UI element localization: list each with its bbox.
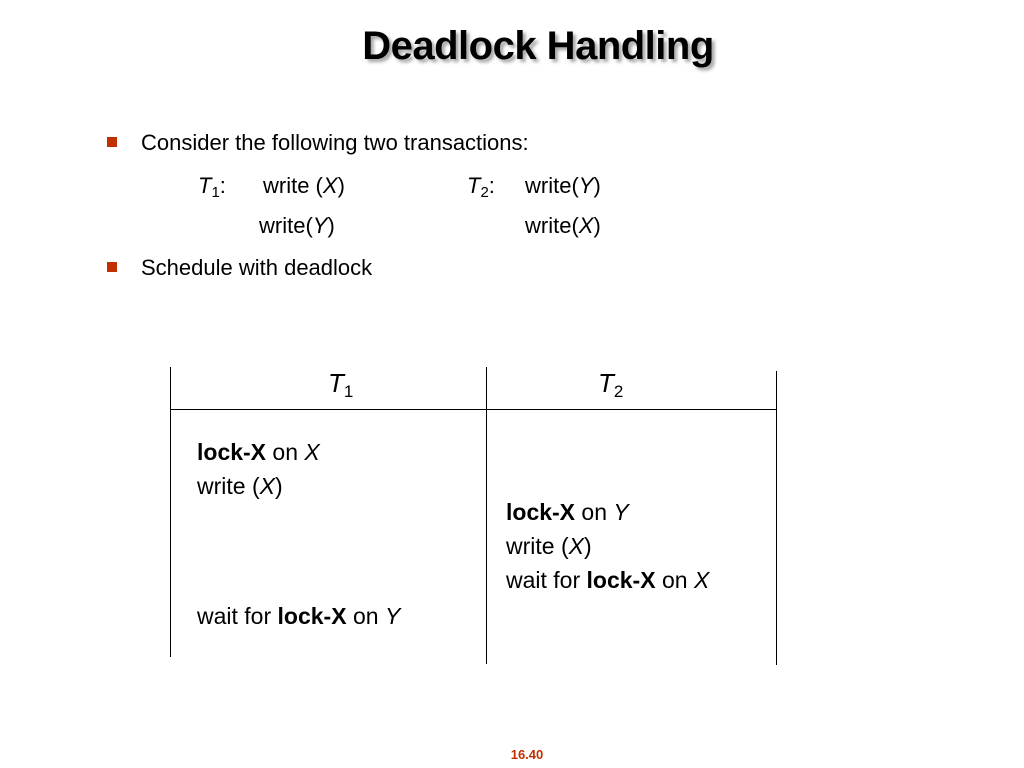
t2-lock-step xyxy=(506,501,629,524)
t1-op1-suffix: ) xyxy=(337,173,345,198)
table-left-border xyxy=(170,367,171,657)
t1-op1 xyxy=(263,175,345,197)
lock-var: Y xyxy=(613,499,629,525)
lock-on: on xyxy=(346,603,385,629)
lock-keyword: lock-X xyxy=(506,499,576,525)
t1-op2-suffix: ) xyxy=(327,213,335,238)
bullet-marker xyxy=(107,137,117,147)
t2-op2-prefix: write( xyxy=(525,213,579,238)
write-prefix: write ( xyxy=(506,533,569,559)
t1-op2-prefix: write( xyxy=(259,213,313,238)
table-header-divider xyxy=(170,409,777,410)
header-t2-subscript: 2 xyxy=(613,382,624,401)
lock-keyword: lock-X xyxy=(586,567,656,593)
write-var: X xyxy=(568,533,584,559)
write-prefix: write ( xyxy=(197,473,260,499)
write-suffix: ) xyxy=(583,533,592,559)
t2-write-step xyxy=(506,535,592,558)
t1-op2 xyxy=(259,215,335,237)
t2-colon: : xyxy=(488,173,495,198)
wait-prefix: wait for xyxy=(197,603,278,629)
wait-prefix: wait for xyxy=(506,567,587,593)
header-t1-subscript: 1 xyxy=(343,382,354,401)
t2-wait-step xyxy=(506,569,709,592)
write-suffix: ) xyxy=(274,473,283,499)
write-var: X xyxy=(259,473,275,499)
slide-title: Deadlock Handling xyxy=(362,24,714,68)
lock-on: on xyxy=(575,499,614,525)
t2-op1-var: Y xyxy=(578,173,594,198)
t1-subscript: 1 xyxy=(211,184,220,201)
t2-op2 xyxy=(525,215,601,237)
t2-subscript: 2 xyxy=(480,184,489,201)
table-right-border xyxy=(776,371,777,665)
table-column-divider xyxy=(486,367,487,664)
t1-op1-var: X xyxy=(322,173,338,198)
bullet-text: Consider the following two transactions: xyxy=(141,130,529,155)
t2-op2-var: X xyxy=(578,213,594,238)
t1-op2-var: Y xyxy=(312,213,328,238)
t1-name: T xyxy=(198,173,212,198)
t2-definition-label xyxy=(467,173,495,201)
bullet-text: Schedule with deadlock xyxy=(141,255,373,280)
header-t2-name: T xyxy=(598,368,614,398)
t1-lock-step xyxy=(197,441,320,464)
lock-var: Y xyxy=(384,603,401,629)
t1-write-step xyxy=(197,475,283,498)
lock-var: X xyxy=(693,567,710,593)
t1-op1-prefix: write ( xyxy=(263,173,323,198)
t2-op1-suffix: ) xyxy=(593,173,601,198)
lock-keyword: lock-X xyxy=(197,439,267,465)
t1-wait-step xyxy=(197,605,400,628)
t2-name: T xyxy=(467,173,481,198)
page-number: 16.40 xyxy=(510,747,544,762)
lock-keyword: lock-X xyxy=(277,603,347,629)
t2-op2-suffix: ) xyxy=(593,213,601,238)
lock-var: X xyxy=(304,439,320,465)
lock-on: on xyxy=(266,439,305,465)
schedule-header-t2 xyxy=(598,368,624,401)
schedule-header-t1 xyxy=(328,368,354,401)
t2-op1-prefix: write( xyxy=(525,173,579,198)
lock-on: on xyxy=(655,567,694,593)
t1-definition-label xyxy=(198,173,226,201)
bullet-marker xyxy=(107,262,117,272)
t1-colon: : xyxy=(219,173,226,198)
header-t1-name: T xyxy=(328,368,344,398)
t2-op1 xyxy=(525,175,601,197)
